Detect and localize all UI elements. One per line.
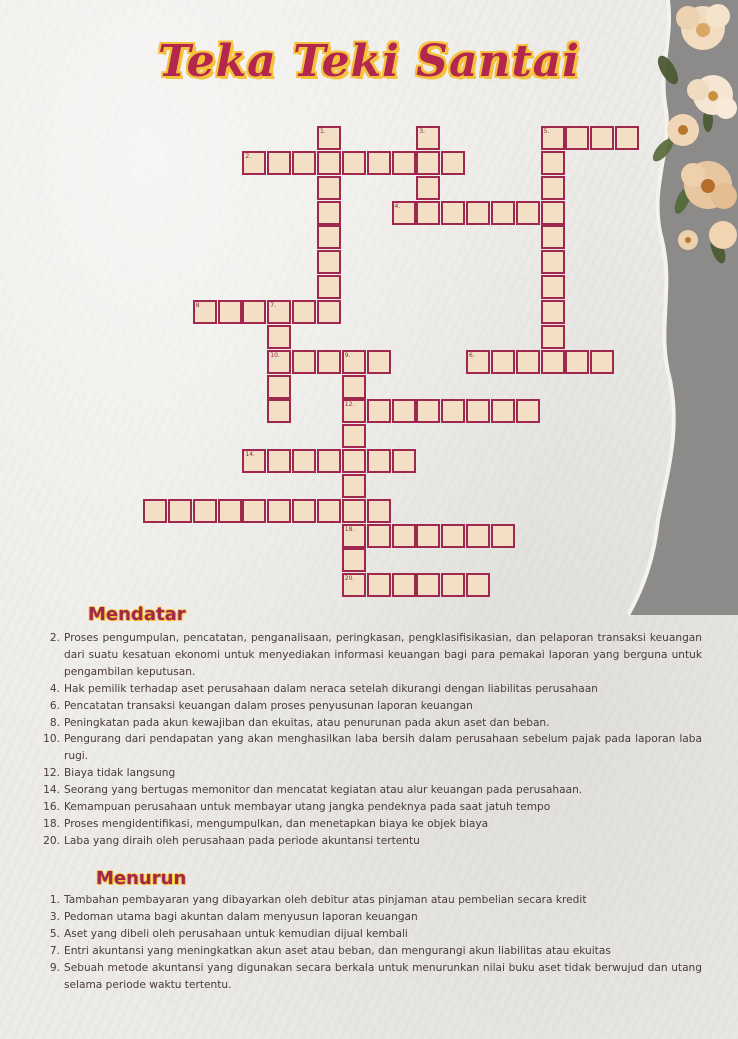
crossword-cell[interactable] (317, 151, 341, 175)
crossword-cell[interactable] (541, 151, 565, 175)
crossword-cell[interactable] (392, 399, 416, 423)
crossword-cell[interactable] (590, 350, 614, 374)
clue-item (43, 799, 702, 816)
clue-text: Kemampuan perusahaan untuk membayar utang jangka pendeknya pada saat jatuh tempo (64, 801, 551, 814)
clue-item (43, 833, 702, 850)
crossword-cell[interactable] (565, 350, 589, 374)
crossword-cell[interactable] (615, 126, 639, 150)
crossword-cell[interactable] (218, 300, 242, 324)
clue-number: 10. (43, 733, 60, 746)
crossword-cell[interactable] (392, 573, 416, 597)
clue-number-label: 1. (319, 128, 326, 135)
clue-number: 18. (43, 817, 60, 830)
crossword-cell[interactable] (367, 449, 391, 473)
crossword-cell[interactable] (516, 350, 540, 374)
crossword-cell[interactable] (441, 201, 465, 225)
clue-number: 8. (49, 716, 60, 729)
crossword-cell[interactable] (541, 201, 565, 225)
menurun-clue-list (46, 892, 702, 993)
clue-item (46, 698, 702, 715)
crossword-cell[interactable] (317, 275, 341, 299)
clue-number: 20. (43, 834, 60, 847)
clue-item (43, 782, 702, 799)
crossword-cell[interactable] (590, 126, 614, 150)
clue-item (46, 909, 702, 926)
crossword-cell[interactable] (416, 573, 440, 597)
clue-number-label: 8 (195, 301, 200, 309)
crossword-cell[interactable] (441, 151, 465, 175)
clue-number-label: 9. (344, 351, 351, 359)
clue-item (46, 943, 702, 960)
crossword-cell[interactable] (242, 300, 266, 324)
crossword-cell[interactable] (292, 300, 316, 324)
crossword-cell[interactable] (541, 325, 565, 349)
crossword-cell[interactable] (367, 399, 391, 423)
clue-number: 2. (49, 632, 60, 644)
clue-number-label: 6. (469, 351, 475, 359)
crossword-cell[interactable] (317, 201, 341, 225)
clue-text: Sebuah metode akuntansi yang digunakan secara berkala untuk menurunkan nilai buku aset tidak berwujud dan utang selama periode waktu tertentu. (64, 961, 702, 991)
crossword-cell[interactable] (367, 524, 391, 548)
crossword-cell[interactable] (193, 499, 217, 523)
clue-number-label: 7. (270, 301, 276, 309)
crossword-cell[interactable] (292, 151, 316, 175)
clue-item (43, 731, 702, 765)
crossword-cell[interactable] (416, 176, 440, 200)
clue-text: Pencatatan transaksi keuangan dalam proses penyusunan laporan keuangan (64, 699, 473, 712)
crossword-cell[interactable] (466, 399, 490, 423)
clue-item (46, 681, 702, 698)
crossword-cell[interactable] (168, 499, 192, 523)
clue-number: 16. (43, 801, 60, 814)
clue-text: Proses pengumpulan, pencatatan, penganalisaan, peringkasan, pengklasifisikasian, dan pelaporan transaksi keuangan dari suatu kesatuan ekonomi untuk menyediakan informasi keuangan bagi para pemakai laporan yang berguna untuk pengambilan keputusan. (64, 632, 702, 678)
crossword-cell[interactable] (267, 399, 291, 423)
clue-text: Seorang yang bertugas memonitor dan mencatat kegiatan atau alur keuangan pada perusahaan. (64, 784, 583, 797)
crossword-cell[interactable] (218, 499, 242, 523)
clue-text: Tambahan pembayaran yang dibayarkan oleh debitur atas pinjaman atau pembelian secara kredit (64, 894, 587, 906)
clue-item (46, 715, 702, 732)
menurun-heading: Menurun (96, 868, 187, 889)
clue-number-label: 18. (344, 525, 355, 533)
crossword-cell[interactable] (541, 250, 565, 274)
clue-number: 6. (49, 699, 60, 712)
crossword-cell[interactable] (491, 350, 515, 374)
mendatar-clue-list (43, 630, 702, 850)
crossword-cell[interactable] (541, 225, 565, 249)
crossword-cell[interactable] (441, 573, 465, 597)
clue-item (43, 765, 702, 782)
crossword-cell[interactable] (143, 499, 167, 523)
clue-number: 9. (49, 961, 60, 974)
crossword-cell[interactable] (342, 474, 366, 498)
crossword-cell[interactable] (516, 399, 540, 423)
crossword-cell[interactable] (342, 499, 366, 523)
clue-item (46, 926, 702, 943)
clue-number-label: 10. (270, 351, 280, 359)
crossword-cell[interactable] (292, 449, 316, 473)
crossword-cell[interactable] (342, 548, 366, 572)
crossword-cell[interactable] (516, 201, 540, 225)
crossword-cell[interactable] (541, 350, 565, 374)
crossword-cell[interactable] (416, 524, 440, 548)
clue-text: Aset yang dibeli oleh perusahaan untuk kemudian dijual kembali (64, 927, 408, 940)
clue-text: Pedoman utama bagi akuntan dalam menyusun laporan keuangan (64, 910, 418, 923)
crossword-cell[interactable] (317, 350, 341, 374)
clue-number: 14. (43, 784, 60, 797)
crossword-cell[interactable] (317, 499, 341, 523)
clue-item (46, 960, 702, 994)
crossword-cell[interactable] (541, 176, 565, 200)
crossword-cell[interactable] (367, 499, 391, 523)
clue-number: 3. (49, 910, 60, 923)
crossword-cell[interactable] (392, 524, 416, 548)
clue-number-label: 5. (543, 128, 550, 135)
crossword-cell[interactable] (541, 300, 565, 324)
crossword-cell[interactable] (466, 573, 490, 597)
crossword-cell[interactable] (367, 151, 391, 175)
crossword-cell[interactable] (317, 225, 341, 249)
crossword-cell[interactable] (441, 399, 465, 423)
clue-number-label: 20. (344, 575, 355, 583)
crossword-cell[interactable] (242, 499, 266, 523)
clue-number-label: 14. (245, 451, 255, 459)
clue-number: 5. (49, 927, 60, 940)
crossword-cell[interactable] (491, 201, 515, 225)
crossword-cell[interactable] (565, 126, 589, 150)
crossword-cell[interactable] (466, 524, 490, 548)
clue-number-label: 4. (394, 202, 401, 210)
clue-text: Proses mengidentifikasi, mengumpulkan, dan menetapkan biaya ke objek biaya (64, 817, 489, 830)
clue-text: Hak pemilik terhadap aset perusahaan dalam neraca setelah dikurangi dengan liabilitas perusahaan (64, 682, 598, 695)
clue-item (46, 892, 702, 909)
crossword-cell[interactable] (416, 201, 440, 225)
page-title: Teka Teki Santai (157, 36, 581, 87)
crossword-cell[interactable] (392, 449, 416, 473)
crossword-cell[interactable] (267, 449, 291, 473)
clue-number: 1. (49, 894, 60, 906)
crossword-cell[interactable] (267, 151, 291, 175)
crossword-cell[interactable] (491, 399, 515, 423)
crossword-cell[interactable] (466, 201, 490, 225)
crossword-cell[interactable] (267, 499, 291, 523)
clue-text: Entri akuntansi yang meningkatkan akun aset atau beban, dan mengurangi akun liabilitas atau ekuitas (64, 944, 611, 957)
crossword-cell[interactable] (342, 375, 366, 399)
crossword-cell[interactable] (416, 151, 440, 175)
clue-item (46, 630, 702, 681)
clue-number: 4. (49, 682, 60, 695)
crossword-cell[interactable] (317, 176, 341, 200)
clue-number-label: 12. (344, 401, 355, 409)
crossword-cell[interactable] (292, 350, 316, 374)
clue-text: Pengurang dari pendapatan yang akan menghasilkan laba bersih dalam perusahaan sebelum pajak pada laporan laba rugi. (64, 733, 702, 763)
clue-text: Peningkatan pada akun kewajiban dan ekuitas, atau penurunan pada akun aset dan beban. (64, 716, 550, 729)
crossword-cell[interactable] (317, 449, 341, 473)
clue-text: Biaya tidak langsung (64, 767, 176, 780)
clue-number: 12. (43, 767, 60, 780)
crossword-cell[interactable] (392, 151, 416, 175)
clue-number-label: 3. (419, 128, 426, 135)
crossword-cell[interactable] (342, 151, 366, 175)
clue-number-label: 2. (245, 152, 252, 160)
crossword-cell[interactable] (292, 499, 316, 523)
crossword-cell[interactable] (342, 449, 366, 473)
mendatar-heading: Mendatar (88, 604, 186, 625)
crossword-cell[interactable] (367, 350, 391, 374)
crossword-cell[interactable] (441, 524, 465, 548)
crossword-cell[interactable] (416, 399, 440, 423)
crossword-cell[interactable] (267, 325, 291, 349)
clue-item (43, 816, 702, 833)
clue-number: 7. (49, 944, 60, 957)
crossword-cell[interactable] (367, 573, 391, 597)
crossword-cell[interactable] (541, 275, 565, 299)
crossword-cell[interactable] (317, 300, 341, 324)
crossword-cell[interactable] (342, 424, 366, 448)
clue-text: Laba yang diraih oleh perusahaan pada periode akuntansi tertentu (64, 834, 420, 847)
crossword-cell[interactable] (317, 250, 341, 274)
crossword-cell[interactable] (267, 375, 291, 399)
crossword-cell[interactable] (491, 524, 515, 548)
